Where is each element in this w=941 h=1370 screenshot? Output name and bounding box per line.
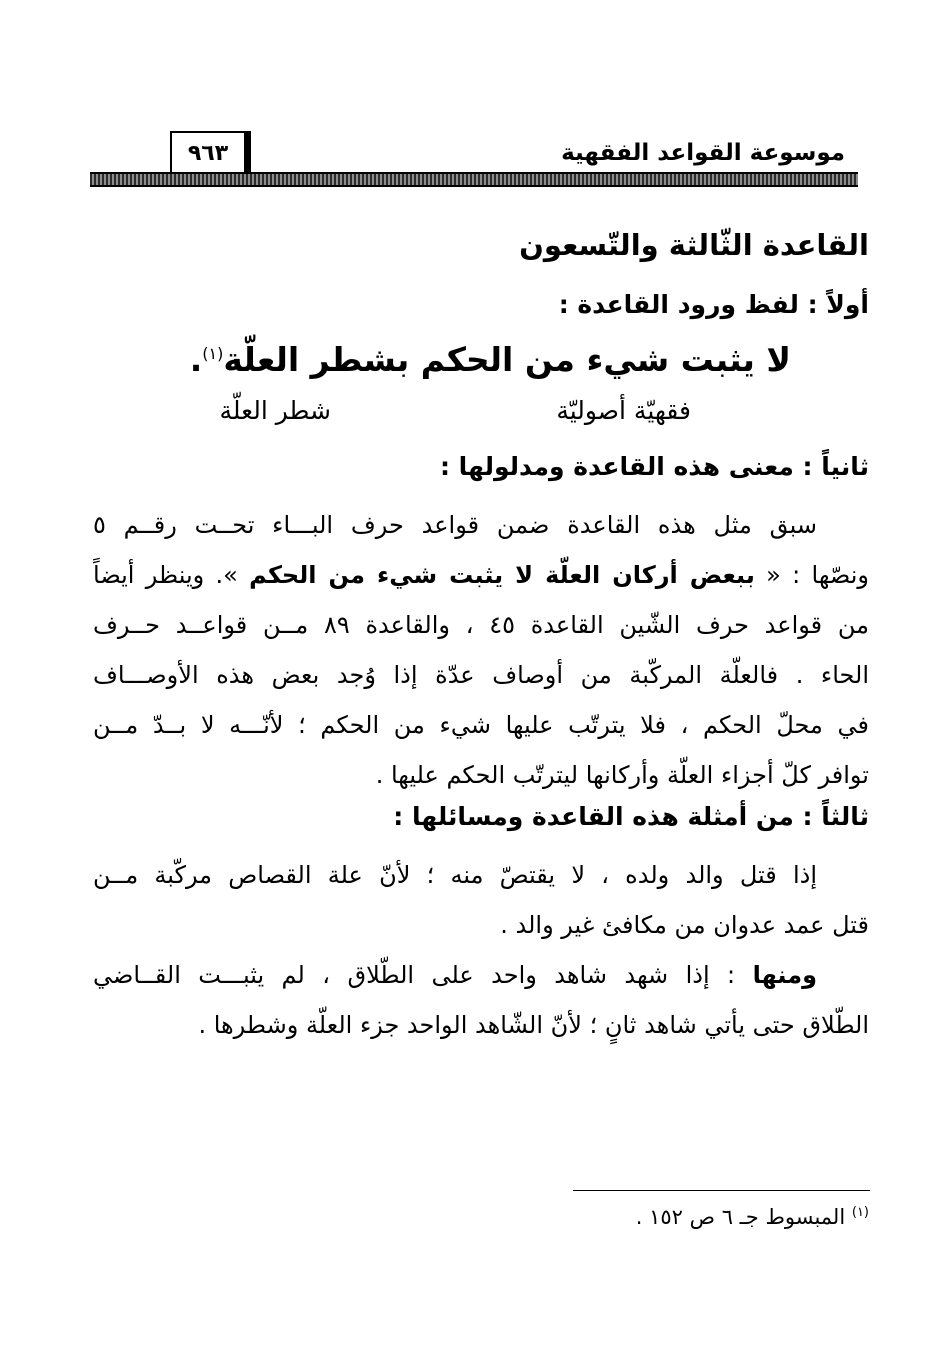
footnote-ref: (١) (202, 344, 224, 363)
paragraph-line: سبق مثل هذه القاعدة ضمن قواعد حرف البـــاء تحــت رقــم ٥ (93, 511, 817, 539)
classification-type: فقهيّة أصوليّة (556, 396, 691, 425)
footnote-separator (573, 1190, 870, 1191)
header-rule (90, 172, 858, 187)
rule-statement (190, 340, 791, 379)
footnote-text: المبسوط جـ ٦ ص ١٥٢ . (635, 1205, 846, 1229)
paragraph-line: توافر كلّ أجزاء العلّة وأركانها ليترتّب الحكم عليها . (375, 761, 869, 789)
paragraph-segment: : إذا شهد شاهد واحد على الطّلاق ، لم يثبـــت القــاضي (93, 961, 753, 989)
paragraph-line: قتل عمد عدوان من مكافئ غير والد . (500, 911, 869, 939)
paragraph-line: الطّلاق حتى يأتي شاهد ثانٍ ؛ لأنّ الشّاهد الواحد جزء العلّة وشطرها . (198, 1011, 869, 1039)
paragraph-line (93, 550, 869, 600)
paragraph-segment: ونصّها : « (754, 561, 869, 589)
page-number (170, 131, 251, 173)
example-2 (93, 950, 869, 1050)
page-number-text: ٩٦٣ (187, 140, 229, 166)
running-title: موسوعة القواعد الفقهية (561, 140, 845, 166)
rule-statement-text: لا يثبت شيء من الحكم بشطر العلّة (223, 340, 791, 379)
quoted-rule: ببعض أركان العلّة لا يثبت شيء من الحكم (249, 561, 755, 589)
example-lead: ومنها (752, 961, 817, 989)
paragraph-line: الحاء . فالعلّة المركّبة من أوصاف عدّة إذا وُجد بعض هذه الأوصـــاف (93, 661, 869, 689)
example-1 (93, 850, 869, 950)
rule-statement-end: . (189, 340, 203, 379)
section2-heading: ثانياً : معنى هذه القاعدة ومدلولها : (439, 452, 869, 481)
section3-heading: ثالثاً : من أمثلة هذه القاعدة ومسائلها : (393, 802, 869, 831)
footnote (636, 1205, 869, 1229)
section2-paragraph (93, 500, 869, 800)
footnote-marker: (١) (851, 1205, 869, 1220)
classification-subject: شطر العلّة (219, 396, 331, 425)
paragraph-line: في محلّ الحكم ، فلا يترتّب عليها شيء من الحكم ؛ لأنّـــه لا بــدّ مــن (93, 711, 869, 739)
paragraph-segment: ». وينظر أيضاً (93, 561, 250, 589)
paragraph-line (93, 950, 869, 1000)
paragraph-line: إذا قتل والد ولده ، لا يقتصّ منه ؛ لأنّ علة القصاص مركّبة مــن (93, 861, 817, 889)
rule-title: القاعدة الثّالثة والتّسعون (519, 228, 869, 262)
paragraph-line: من قواعد حرف الشّين القاعدة ٤٥ ، والقاعدة ٨٩ مــن قواعــد حــرف (93, 611, 869, 639)
section1-heading: أولاً : لفظ ورود القاعدة : (558, 290, 869, 319)
